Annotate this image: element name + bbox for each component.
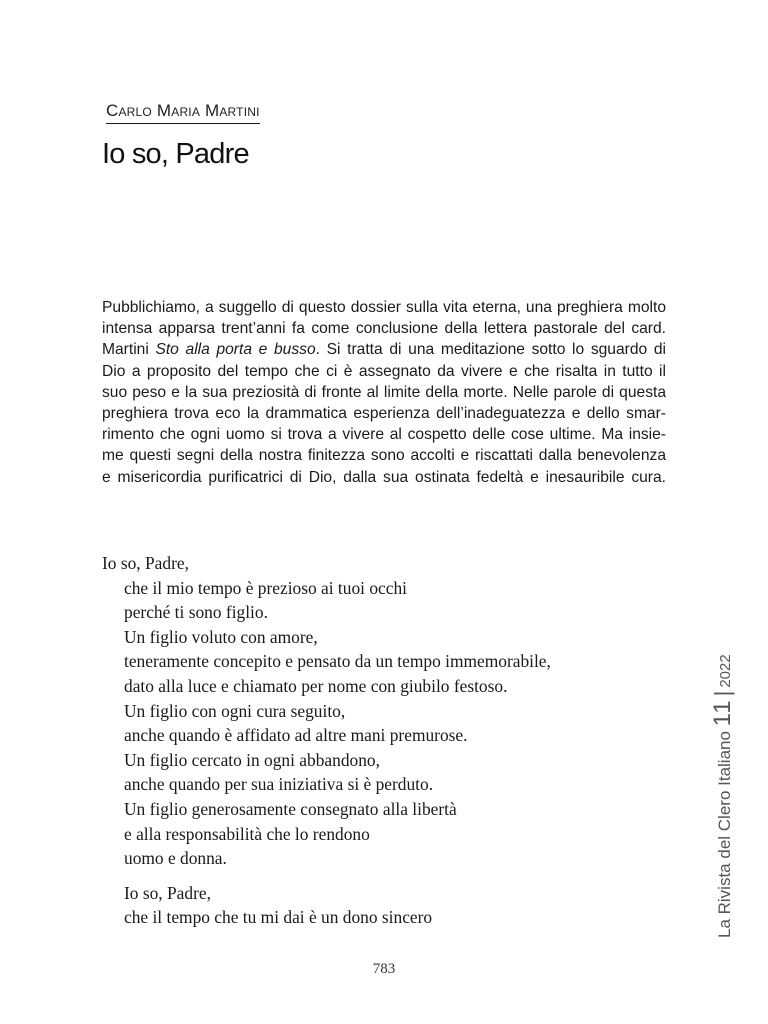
journal-name: La Rivista del Clero Italiano [715, 731, 734, 938]
poem-line: che il mio tempo è prezioso ai tuoi occhi [124, 577, 407, 598]
intro-line: rimento che ogni uomo si trova a vivere al cospetto delle cose ultime. Ma insie- [102, 426, 666, 444]
author-name: Carlo Maria Martini [106, 100, 260, 124]
intro-line-before: Martini [102, 341, 156, 359]
journal-sidebar [710, 654, 739, 938]
stanza-break [102, 871, 551, 881]
issue-year: 2022 [717, 654, 734, 688]
poem-line: Un figlio generosamente consegnato alla libertà [124, 798, 457, 819]
poem-line: Un figlio cercato in ogni abbandono, [124, 749, 380, 770]
intro-line: me questi segni della nostra finitezza sono accolti e riscattati dalla benevolenza [102, 447, 666, 465]
issue-number: 11 [709, 699, 736, 727]
poem-line: che il tempo che tu mi dai è un dono sincero [124, 907, 433, 928]
poem-line: e alla responsabilità che lo rendono [124, 823, 370, 844]
intro-line: intensa apparsa trent’anni fa come conclusione della lettera pastorale del card. [102, 320, 666, 338]
poem-line: Un figlio con ogni cura seguito, [124, 700, 346, 721]
poem-line: Io so, Padre, [102, 553, 189, 573]
poem-line: anche quando è affidato ad altre mani premurose. [124, 725, 468, 746]
intro-line-after: . Si tratta di una meditazione sotto lo sguardo di [315, 341, 666, 359]
poem-line: dato alla luce e chiamato per nome con giubilo festoso. [124, 675, 508, 696]
article-title: Io so, Padre [102, 138, 249, 170]
page-number: 783 [372, 961, 396, 977]
intro-line: preghiera trova eco la drammatica esperienza dell’inadeguatezza e dello smar- [102, 405, 666, 423]
issue-separator: | [710, 690, 735, 697]
intro-line: Pubblichiamo, a suggello di questo dossier sulla vita eterna, una preghiera molto [102, 299, 666, 316]
poem-line: Io so, Padre, [124, 882, 211, 903]
intro-line: e misericordia purificatrici di Dio, dalla sua ostinata fedeltà e inesauribile cura. [102, 468, 666, 486]
intro-line [102, 339, 666, 360]
intro-paragraph [102, 297, 666, 488]
poem-line: perché ti sono figlio. [124, 602, 268, 623]
poem-line: uomo e donna. [124, 848, 227, 869]
poem-line: Un figlio voluto con amore, [124, 626, 318, 647]
intro-line: suo peso e la sua preziosità di fronte al limite della morte. Nelle parole di questa [102, 383, 666, 401]
poem-line: anche quando per sua iniziativa si è perduto. [124, 774, 434, 795]
poem-line: teneramente concepito e pensato da un tempo immemorabile, [124, 651, 551, 672]
intro-line: Dio a proposito del tempo che ci è assegnato da vivere e che risalta in tutto il [102, 362, 666, 380]
letter-title-italic: Sto alla porta e busso [155, 341, 316, 359]
poem [102, 551, 551, 930]
